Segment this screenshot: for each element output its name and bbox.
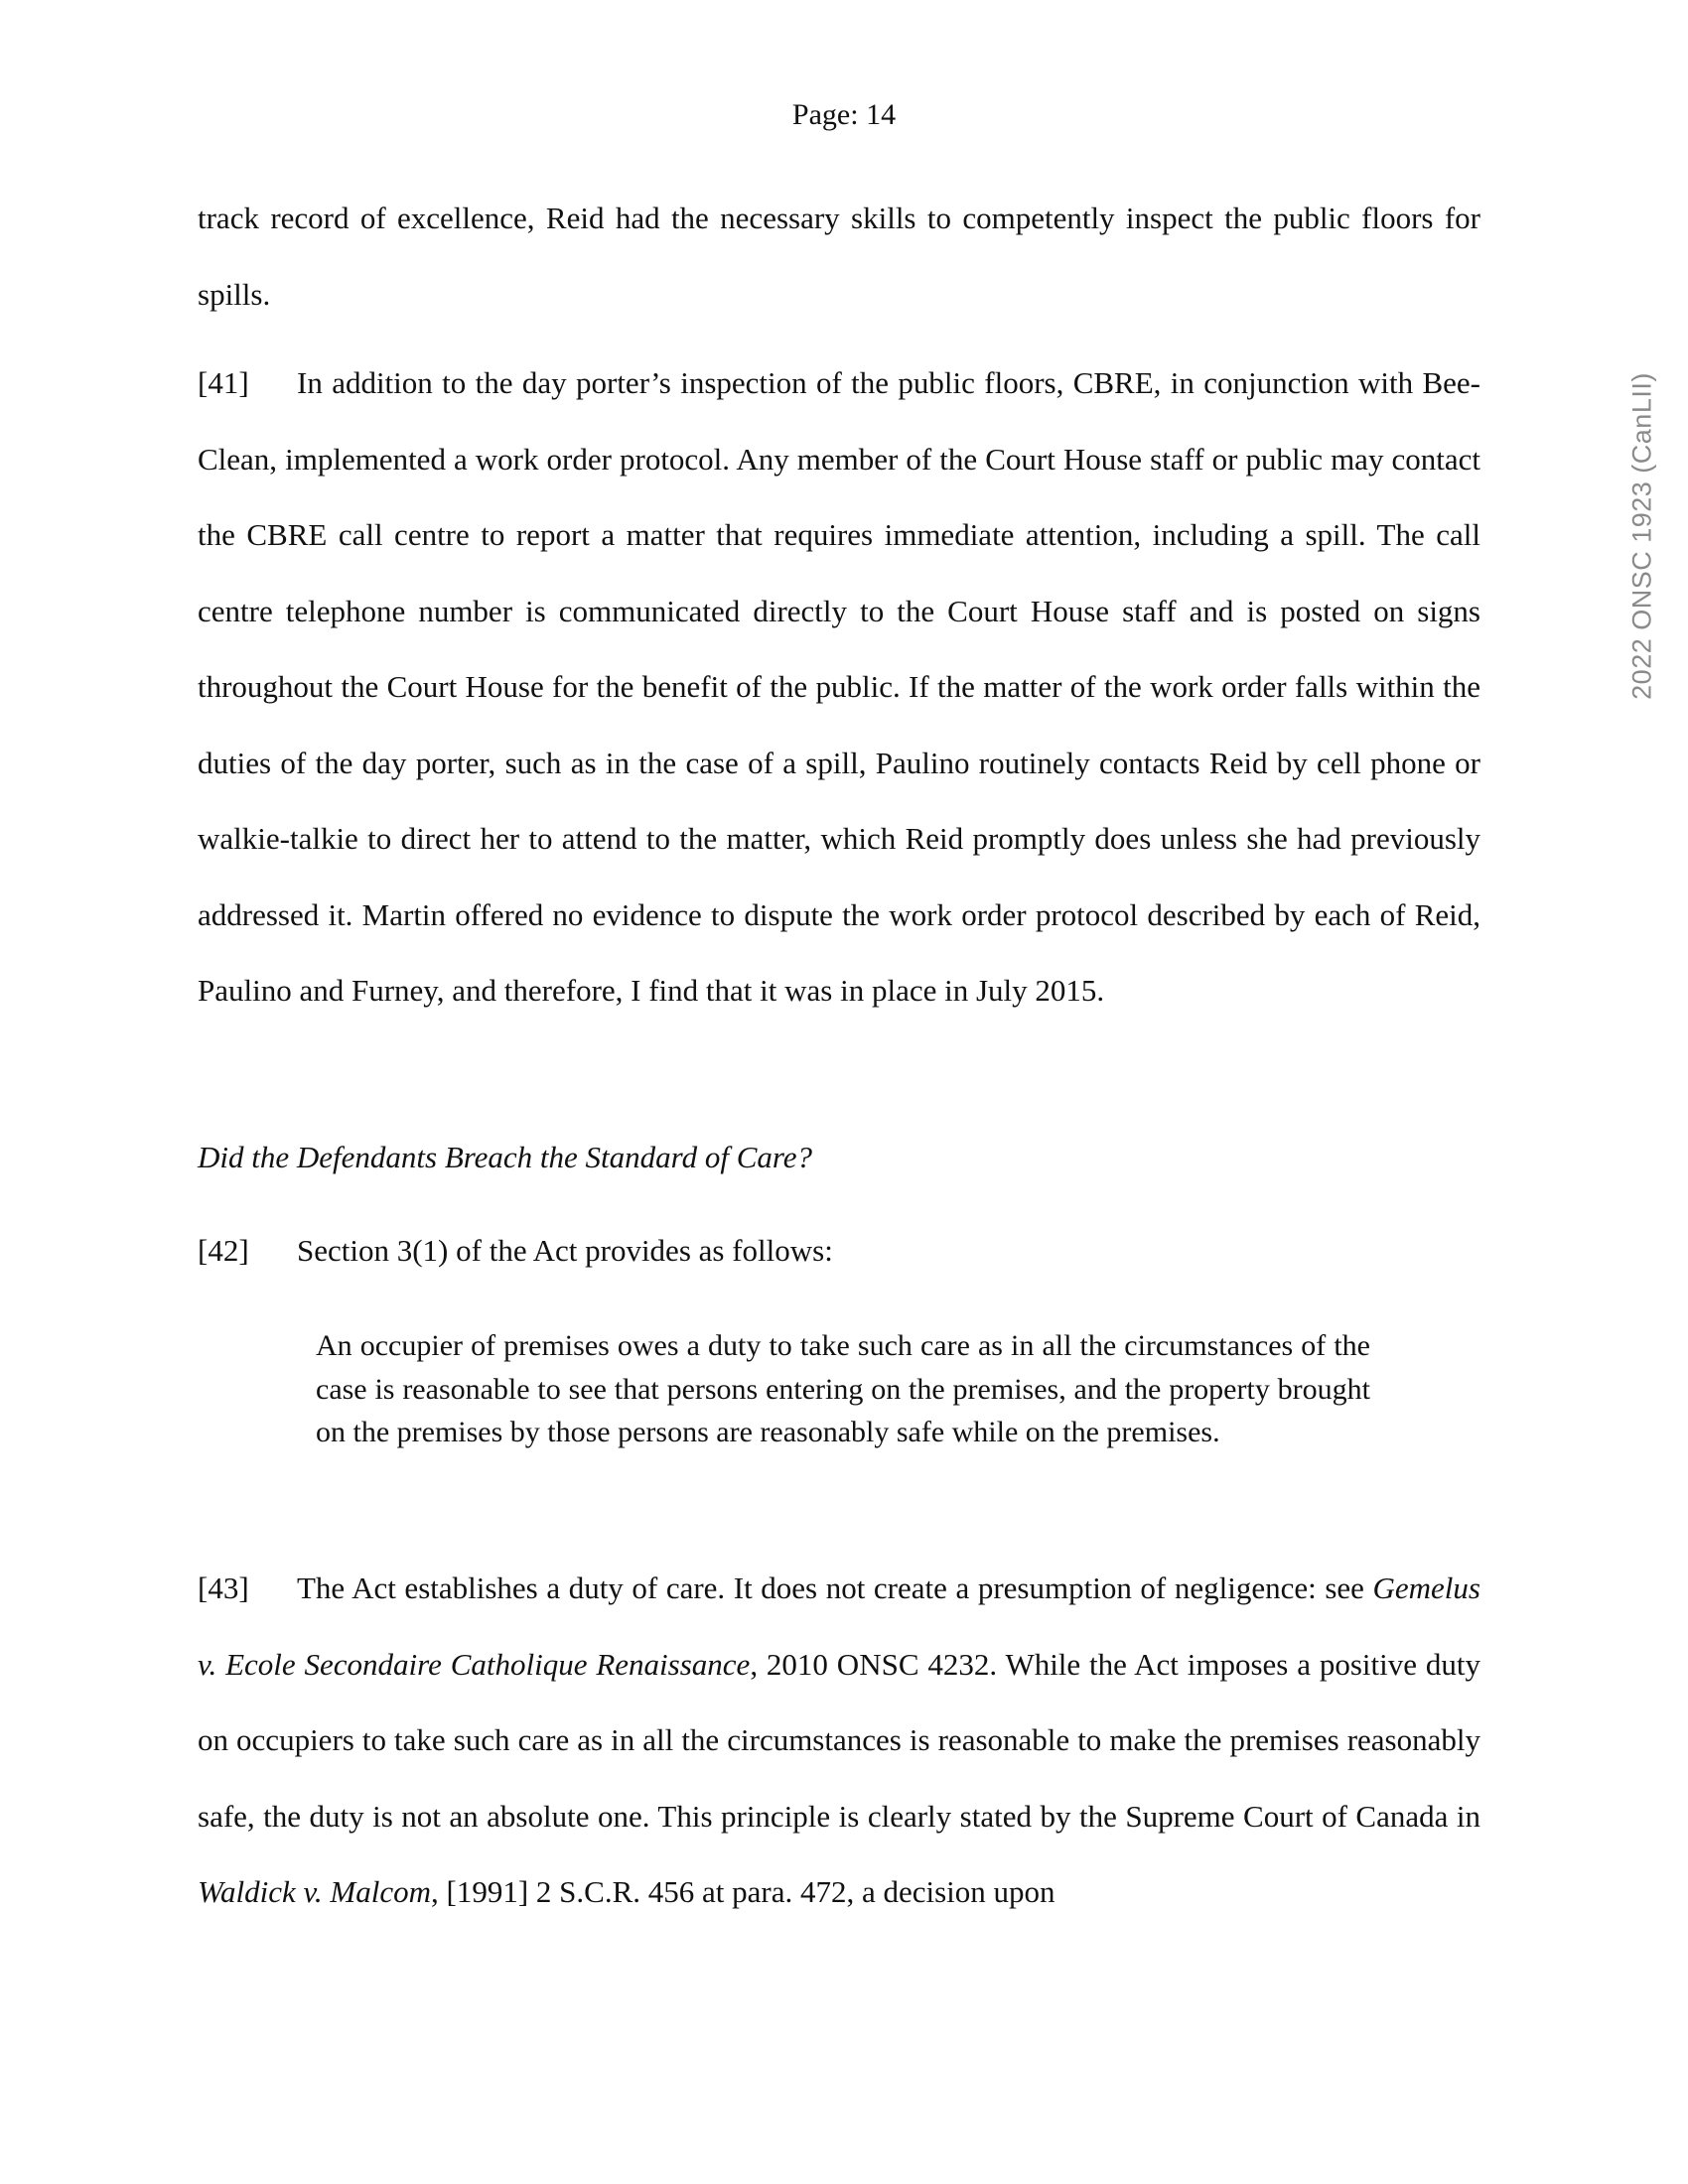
paragraph-continuation-text: track record of excellence, Reid had the necessary skills to competently inspect the public floors for spills. xyxy=(198,201,1480,312)
paragraph-number: [42] xyxy=(198,1233,249,1268)
section-heading: Did the Defendants Breach the Standard of Care? xyxy=(198,1140,813,1174)
block-quote: An occupier of premises owes a duty to take such care as in all the circumstances of the case is reasonable to see that persons entering on the premises, and the property brought on the premises by those persons are reasonably safe while on the premises. xyxy=(316,1329,1370,1448)
paragraph-41 xyxy=(198,345,1480,1029)
paragraph-continuation xyxy=(198,181,1480,333)
paragraph-42 xyxy=(198,1231,833,1271)
paragraph-43-text-1: The Act establishes a duty of care. It does not create a presumption of negligence: see xyxy=(297,1570,1364,1605)
paragraph-41-text: In addition to the day porter’s inspection of the public floors, CBRE, in conjunction with Bee-Clean, implemented a work order protocol. Any member of the Court House staff or public may contact the CBRE call centre to report a matter that requires immediate attention, including a spill. The call centre telephone number is communicated directly to the Court House staff and is posted on signs throughout the Court House for the benefit of the public. If the matter of the work order falls within the duties of the day porter, such as in the case of a spill, Paulino routinely contacts Reid by cell phone or walkie-talkie to direct her to attend to the matter, which Reid promptly does unless she had previously addressed it. Martin offered no evidence to dispute the work order protocol described by each of Reid, Paulino and Furney, and therefore, I find that it was in place in July 2015. xyxy=(198,365,1480,1008)
page-number: Page: 14 xyxy=(791,98,897,131)
paragraph-43-text-2: , 2010 ONSC 4232. While the Act imposes a positive duty on occupiers to take such care as in all the circumstances is reasonable to make the premises reasonably safe, the duty is not an absolute one. This principle is clearly stated by the Supreme Court of Canada in xyxy=(198,1646,1480,1834)
paragraph-number: [43] xyxy=(198,1570,249,1605)
paragraph-43 xyxy=(198,1551,1480,1931)
case-citation-waldick: Waldick v. Malcom xyxy=(198,1874,432,1909)
paragraph-43-text-3: , [1991] 2 S.C.R. 456 at para. 472, a decision upon xyxy=(431,1874,1055,1909)
citation-watermark: 2022 ONSC 1923 (CanLII) xyxy=(1626,372,1657,700)
case-citation-gemelus: Gemelus v. Ecole Secondaire Catholique Renaissance xyxy=(198,1570,1480,1682)
paragraph-number: [41] xyxy=(198,365,249,400)
paragraph-42-text: Section 3(1) of the Act provides as follows: xyxy=(297,1233,833,1268)
